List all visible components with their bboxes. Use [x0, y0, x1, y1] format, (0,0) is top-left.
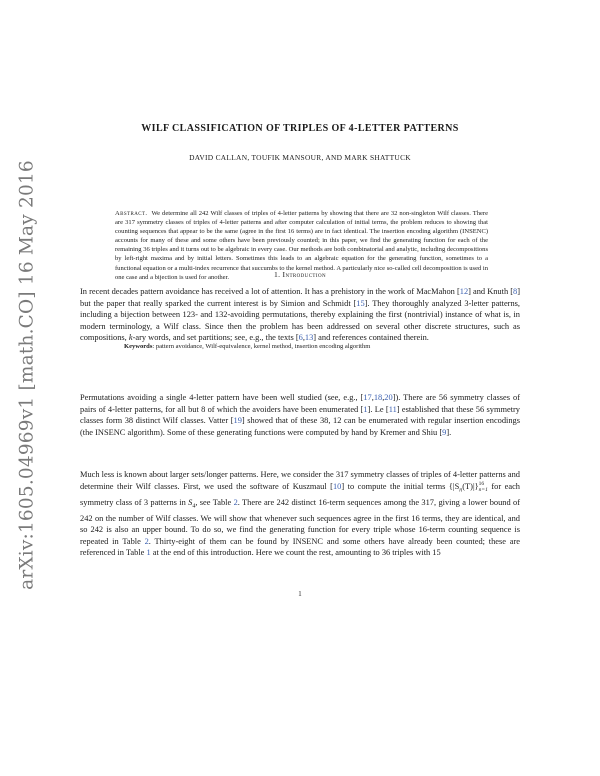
paper-authors: DAVID CALLAN, TOUFIK MANSOUR, AND MARK SHATTUCK [189, 153, 411, 162]
citation-link[interactable]: 8 [513, 287, 518, 296]
citation-link[interactable]: 15 [356, 298, 365, 308]
table-ref-link[interactable]: 2 [233, 497, 238, 507]
math-variable: k [128, 333, 133, 342]
page-number: 1 [298, 591, 302, 598]
text-run: for each symmetry class of 3 patterns in [80, 481, 520, 507]
text-run: ] established that these 56 symmetry classes form 38 distinct Wilf classes. Vatter [ [80, 404, 520, 425]
paragraph-2 [80, 392, 520, 438]
arxiv-identifier: arXiv:1605.04969v1 [math.CO] 16 May 2016 [16, 160, 38, 590]
math-subscript: 4 [192, 503, 196, 510]
citation-link[interactable]: 6 [298, 333, 303, 342]
citation-link[interactable]: 13 [304, 333, 314, 342]
section-number: 1. [274, 270, 281, 279]
citation-link[interactable]: 12 [459, 287, 469, 296]
text-run: , see Table [195, 497, 234, 507]
paper-title: WILF CLASSIFICATION OF TRIPLES OF 4-LETTER PATTERNS [141, 123, 459, 134]
math-superscript: 16 [478, 480, 485, 487]
keywords-text: : pattern avoidance, Wilf-equivalence, kernel method, insertion encoding algorithm [152, 343, 371, 350]
text-run: Permutations avoiding a single 4-letter pattern have been well studied (see, e.g., [ [80, 393, 364, 402]
math-variable: S [188, 497, 193, 507]
text-run: ]. Le [ [367, 404, 389, 414]
text-run: Much less is known about larger sets/longer patterns. Here, we consider the 317 symmetry classes of triples of 4-letter patterns and determine their Wilf classes. First, we used the software of Kuszmaul [ [80, 470, 520, 491]
text-run: ] and references contained therein. [313, 333, 429, 342]
keywords-label: Keywords [124, 343, 153, 350]
text-run: . Thirty-eight of them can be found by INSENC and some others have already been counted; these are referenced in Table [80, 536, 520, 558]
text-run: ] to compute the initial terms [341, 481, 449, 491]
citation-link[interactable]: 18 [373, 393, 383, 402]
text-run: ]. They thoroughly analyzed 3-letter patterns, including a bijection between 123- and 132-avoiding permutations, thereby explaining the first (nontrivial) instance of what is, in modern terminology, a Wilf class. Since then the problem has been addressed on several other discrete structures, such as compositions, [80, 298, 520, 342]
text-run: ] but the paper that really sparked the current interest is by Simion and Schmidt [ [80, 287, 520, 308]
text-run: ] and Knuth [ [468, 287, 514, 296]
citation-link[interactable]: 10 [332, 481, 342, 491]
math-part: (T)|} [462, 481, 479, 491]
abstract-text: We determine all 242 Wilf classes of triples of 4-letter patterns by showing that there are 32 non-singleton Wilf classes. There are 317 symmetry classes of triples of 4-letter patterns and after computer calculation of initial terms, the problem reduces to showing that counting sequences that appear to be the same (agree in the first 16 terms) are in fact identical. The insertion encoding algorithm (INSENC) accounts for many of these and some others have been previously counted; in this paper, we find the generating function for each of the remaining 36 triples and it turns out to be algebraic in every case. Our methods are both combinatorial and analytic, including decompositions by left-right maxima and by initial letters. Sometimes this leads to an algebraic equation for the generating function, sometimes to a functional equation or a multi-index recurrence that succumbs to the kernel method. A particularly nice so-called cell decomposition is used in one case and a bijection is used for another. [115, 210, 488, 281]
text-run: In recent decades pattern avoidance has received a lot of attention. It has a prehistory in the work of MacMahon [ [80, 287, 460, 296]
text-run: , [371, 393, 374, 402]
paragraph-3 [80, 469, 520, 559]
math-subscript: n=1 [478, 486, 488, 493]
table-ref-link[interactable]: 1 [146, 548, 151, 558]
citation-link[interactable]: 19 [233, 416, 242, 425]
math-expression [448, 480, 488, 494]
text-run: ]). There are 56 symmetry classes of pairs of 4-letter patterns, for all but 8 of which the avoiders have been enumerated [ [80, 393, 520, 414]
citation-link[interactable]: 11 [388, 404, 397, 414]
abstract-label: Abstract. [115, 210, 148, 217]
text-run: ]. [446, 427, 452, 437]
citation-link[interactable]: 1 [363, 404, 368, 414]
text-run: , [302, 333, 305, 342]
citation-link[interactable]: 9 [442, 427, 447, 437]
paragraph-1 [80, 286, 520, 344]
text-run: ] showed that of these 38, 12 can be enumerated with regular insertion encodings (the INSENC algorithm). Some of these generating functions were computed by hand by Kremer and Shiu [ [80, 416, 521, 437]
citation-link[interactable]: 20 [384, 393, 393, 402]
table-ref-link[interactable]: 2 [144, 536, 149, 546]
arxiv-sidebar-stamp [12, 160, 42, 590]
text-run: at the end of this introduction. Here we count the rest, amounting to 36 triples with 15 [150, 548, 441, 558]
math-part: {|S [448, 481, 460, 491]
math-subscript: n [459, 487, 463, 494]
text-run: , [382, 393, 385, 402]
citation-link[interactable]: 17 [363, 393, 372, 402]
text-run: . There are 242 distinct 16-term sequences among the 317, giving a lower bound of 242 on the number of Wilf classes. We will show that whenever such sequences agree in the first 16 terms, they are identical, and so 242 is also an upper bound. To do so, we find the generating function for every triple whose 16-term counting sequence is repeated in Table [80, 497, 520, 546]
text-run: -ary words, and set partitions; see, e.g., the texts [ [132, 333, 299, 342]
section-title: Introduction [282, 270, 326, 279]
